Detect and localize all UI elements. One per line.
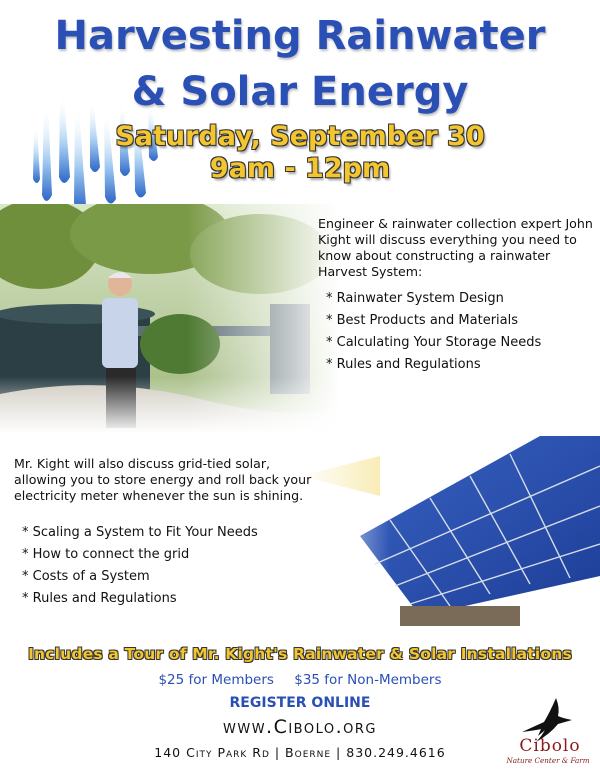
solar-panels-photo (300, 436, 600, 636)
website-link[interactable]: www.Cibolo.org (222, 716, 377, 738)
list-item: * Costs of a System (22, 566, 258, 588)
price-nonmembers: $35 for Non-Members (294, 672, 442, 688)
solar-topic-list (22, 522, 258, 610)
tour-banner: Includes a Tour of Mr. Kight's Rainwater & Solar Installations (28, 645, 572, 663)
logo-subtitle: Nature Center & Farm (506, 756, 590, 765)
list-item: * Scaling a System to Fit Your Needs (22, 522, 258, 544)
title-line-1: Harvesting Rainwater (54, 13, 546, 59)
rainwater-intro: Engineer & rainwater collection expert John Kight will discuss everything you need to know about constructing a rainwater Harvest System: (318, 216, 593, 279)
logo-name: Cibolo (519, 736, 581, 756)
solar-intro: Mr. Kight will also discuss grid-tied solar, allowing you to store energy and roll back your electricity meter whenever the sun is shining. (14, 456, 312, 503)
list-item: * Rules and Regulations (22, 588, 258, 610)
list-item: * Calculating Your Storage Needs (326, 332, 541, 354)
list-item: * Rules and Regulations (326, 354, 541, 376)
event-time: 9am - 12pm (209, 153, 391, 184)
rainwater-topic-list (326, 288, 541, 376)
price-line (0, 672, 600, 688)
address-line: 140 City Park Rd | Boerne | 830.249.4616 (154, 745, 446, 760)
register-online: REGISTER ONLINE (229, 695, 371, 711)
list-item: * Best Products and Materials (326, 310, 541, 332)
title-line-2: & Solar Energy (131, 69, 469, 115)
rainwater-tank-photo (0, 204, 340, 434)
event-date: Saturday, September 30 (115, 121, 485, 152)
list-item: * Rainwater System Design (326, 288, 541, 310)
list-item: * How to connect the grid (22, 544, 258, 566)
price-members: $25 for Members (158, 672, 274, 688)
